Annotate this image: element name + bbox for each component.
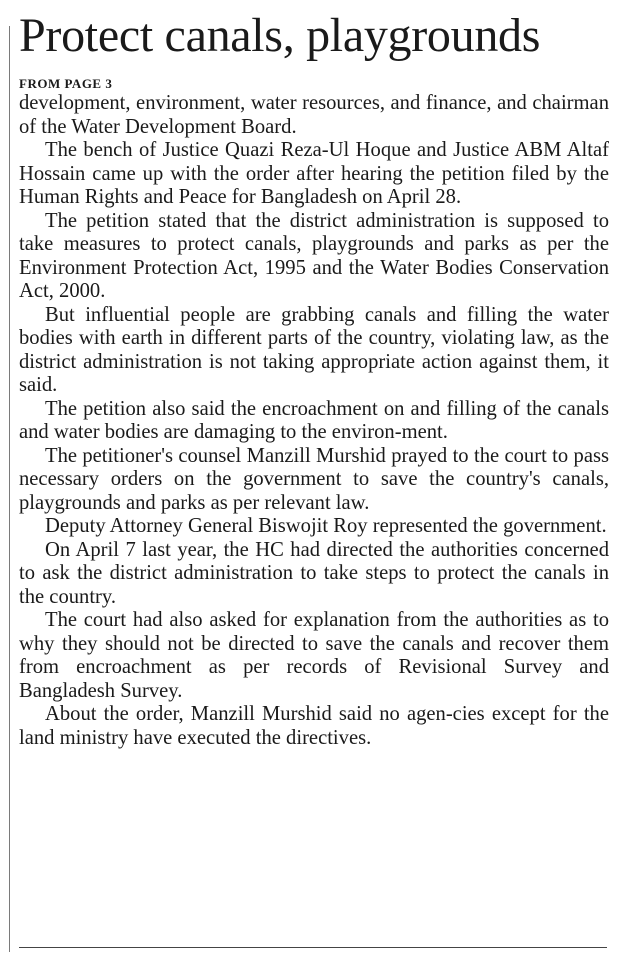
- paragraph: The petitioner's counsel Manzill Murshid prayed to the court to pass necessary orders on the government to save the country's canals, playgrounds and parks as per relevant law.: [19, 444, 609, 514]
- paragraph: Deputy Attorney General Biswojit Roy represented the government.: [45, 515, 607, 537]
- paragraph: On April 7 last year, the HC had directed the authorities concerned to ask the district administration to take steps to protect the canals in the country.: [19, 538, 609, 608]
- column-rule: [9, 26, 10, 952]
- paragraph: The petition also said the encroachment on and filling of the canals and water bodies are damaging to the environ-ment.: [19, 397, 609, 443]
- paragraph: About the order, Manzill Murshid said no agen-cies except for the land ministry have executed the directives.: [19, 703, 609, 749]
- paragraph: development, environment, water resources, and finance, and chairman of the Water Development Board.: [19, 92, 609, 138]
- article-body: [19, 92, 609, 750]
- paragraph: But influential people are grabbing canals and filling the water bodies with earth in different parts of the country, violating law, as the district administration is not taking appropriate action against them, it said.: [19, 303, 609, 396]
- jump-line: FROM PAGE 3: [19, 76, 113, 91]
- paragraph: The petition stated that the district administration is supposed to take measures to protect canals, playgrounds and parks as per the Environment Protection Act, 1995 and the Water Bodies Conservation Act, 2000.: [19, 209, 609, 302]
- bottom-rule: [19, 947, 607, 948]
- headline: Protect canals, playgrounds: [19, 9, 541, 62]
- article: [19, 8, 609, 750]
- paragraph: The court had also asked for explanation from the authorities as to why they should not be directed to save the canals and recover them from encroachment as per records of Revisional Survey and Bangladesh Survey.: [19, 609, 609, 702]
- paragraph: The bench of Justice Quazi Reza-Ul Hoque and Justice ABM Altaf Hossain came up with the order after hearing the petition filed by the Human Rights and Peace for Bangladesh on April 28.: [19, 139, 609, 208]
